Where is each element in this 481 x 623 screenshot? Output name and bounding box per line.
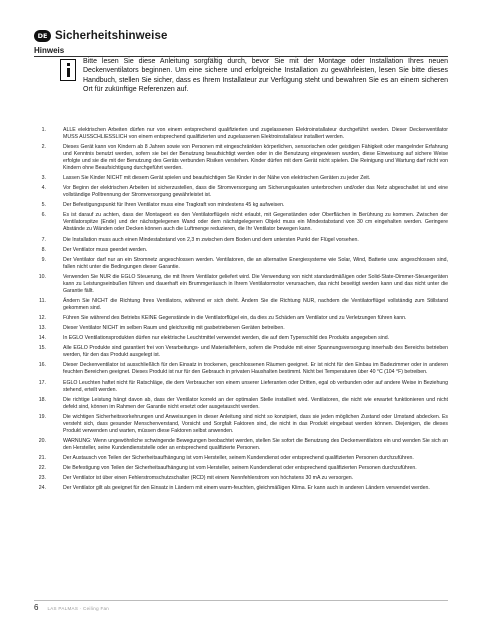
page-footer	[34, 603, 109, 612]
list-item: 14. In EGLO Ventilationsprodukten dürfen nur elektrische Leuchtmittel verwendet werden, die auf dem Typenschild des Produkts angegeben sind.	[38, 335, 390, 342]
list-item: 13. Dieser Ventilator NICHT im selben Raum und gleichzeitig mit gasbetriebenen Geräten betreiben.	[38, 325, 285, 332]
footer-divider	[34, 600, 448, 601]
list-item: 21. Der Austausch von Teilen der Sicherheitsaufhängung ist vom Hersteller, seinem Kundendienst oder entsprechend qualifizierten Personen durchzuführen.	[38, 454, 414, 461]
list-item: 24. Der Ventilator gilt als geeignet für den Einsatz in Ländern mit einem warm-feuchten, gleichmäßigen Klima. Er kann auch in anderen Ländern verwendet werden.	[38, 485, 430, 492]
list-item: 4. Vor Beginn der elektrischen Arbeiten ist sicherzustellen, dass die Stromversorgung am Sicherungskasten unterbrochen und/oder das Netz abgeschaltet ist und eine vollständige Polltrennung der Stromversorgung gewährleistet ist.	[41, 185, 448, 199]
list-item: 1. ALLE elektrischen Arbeiten dürfen nur von einem entsprechend qualifizierten und zugelassenen Elektroinstallateur durchgeführt werden. Dieser Deckenventilator MUSS AUSSCHLIESSLICH von einem entsprechend qualifizierten und zugelassenen Elektroinstallateur installiert werden.	[41, 127, 448, 140]
hint-intro-text: Bitte lesen Sie diese Anleitung sorgfältig durch, bevor Sie mit der Montage oder Installation Ihres neuen Deckenventilators beginnen. Um eine sichere und erfolgreiche Installation zu gewährleisten, lesen Sie bitte dieses Handbuch, stellen Sie sicher, dass es Ihrem Installateur zur Verfügung steht und bewahren Sie es an einem sicheren Ort für zukünftige Referenzen auf.	[83, 58, 448, 93]
safety-instructions-list	[34, 127, 448, 495]
list-item: 2. Dieses Gerät kann von Kindern ab 8 Jahren sowie von Personen mit eingeschränkten körperlichen, sensorischen oder geistigen Fähigkeit oder mangelnder Erfahrung und Kenntnis benutzt werden, sofern sie bei der Benutzung beaufsichtigt werden oder in die Benutzung eingewiesen wurden, diese Einweisung auf sichere Weise erfolgte und sie die mit der Benutzung des Geräts verbunden Risiken verstehen. Kinder dürfen mit dem Gerät nicht spielen. Die Reinigung und Wartung darf nicht von Kindern ohne Beaufsichtigung durchgeführt werden.	[41, 144, 448, 172]
section-header	[34, 30, 167, 42]
list-item: 18. Die richtige Leistung hängt davon ab, dass der Ventilator korrekt an der optimalen Stelle installiert wird. Ventilatoren, die nicht wie erwartet funktionieren und nicht defekt sind, können im Rahmen der Garantie nicht ersetzt oder ausgetauscht werden.	[38, 396, 448, 410]
language-badge: DE	[34, 30, 51, 42]
list-item: 3. Lassen Sie Kinder NICHT mit diesem Gerät spielen und beaufsichtigen Sie Kinder in der Nähe von elektrischen Geräten zu jeder Zeit.	[41, 175, 371, 182]
list-item: 8. Der Ventilator muss geerdet werden.	[41, 246, 148, 253]
list-item: 17. EGLO Leuchten haftet nicht für Ratschläge, die dem Verbraucher von einem unserer Lieferanten oder Dritten, egal ob verbunden oder auf andere Weise in Beziehung stehend, erteilt werden.	[38, 379, 448, 393]
list-item: 23. Der Ventilator ist über einen Fehlerstromschutzschalter (RCD) mit einem Nennfehlerstrom von höchstens 30 mA zu versorgen.	[38, 475, 354, 482]
list-item: 10. Verwenden Sie NUR die EGLO Steuerung, die mit Ihrem Ventilator geliefert wird. Die Verwendung von nicht standardmäßigen oder Solid-State-Dimmer-Steuergeräten kann zu Leistungseinbußen führen und dauerhaft ein Brummgeräusch in Ihrem Ventilatormotor verursachen, das nicht beseitigt werden kann und das nicht unter die Garantie fällt.	[38, 273, 448, 294]
list-item: 5. Der Befestigungspunkt für Ihren Ventilator muss eine Tragkraft von mindestens 45 kg aufweisen.	[41, 202, 285, 209]
page-number: 6	[34, 603, 39, 612]
footer-brand: LAS PALMAS · Ceiling Fan	[47, 606, 110, 611]
list-item: 16. Dieser Deckenventilator ist ausschließlich für den Einsatz in trockenen, geschlossenen Räumen geeignet. Er ist nicht für den Einbau im Badezimmer oder in anderen feuchten Bereichen geeignet. Dieses Produkt ist nur für den Gebrauch in privaten Haushalten bestimmt. Nicht bei Temperaturen über 40 °C (104 °F) betreiben.	[38, 362, 448, 376]
list-item: 15. Alle EGLO Produkte sind garantiert frei von Verarbeitungs- und Materialfehlern, sofern die Produkte mit einer Spannungsversorgung innerhalb des Bereichs betrieben werden, für den das Produkt ausgelegt ist.	[38, 345, 448, 359]
list-item: 11. Ändern Sie NICHT die Richtung Ihres Ventilators, während er sich dreht. Ändern Sie die Richtung NUR, nachdem die Ventilatorflügel vollständig zum Stillstand gekommen sind.	[39, 297, 448, 311]
list-item: 6. Es ist darauf zu achten, dass der Montageort es den Ventilatorflügeln nicht erlaubt, mit Gegenständen oder Oberflächen in Berührung zu kommen. Zwischen der Ventilatorspitze (Ende) und der nächstgelegenen Wand oder dem nächstgelegenen Objekt muss ein Mindestabstand von 30 cm eingehalten werden. Geringere Abstände zu Wänden oder Decken können auch die Luftmenge reduzieren, die Ihr Ventilator bewegen kann.	[41, 212, 448, 233]
list-item: 19. Die wichtigen Sicherheitsvorkehrungen und Anweisungen in dieser Anleitung sind nicht so konzipiert, dass sie jeden möglichen Zustand oder Umstand abdecken. Es versteht sich, dass gesunder Menschenverstand, Vorsicht und Sorgfalt Faktoren sind, die nicht in das Produkt eingebaut werden können. Diejenigen, die dieses Produkt verwenden und warten, müssen diese Faktoren selbst anwenden.	[38, 413, 448, 434]
list-item: 20. WARNUNG: Wenn ungewöhnliche schwingende Bewegungen beobachtet werden, stellen Sie sofort die Benutzung des Deckenventilators ein und wenden Sie sich an den Hersteller, seine Kundendienststelle oder an entsprechend qualifizierte Personen.	[38, 437, 448, 451]
hint-heading: Hinweis	[34, 46, 65, 55]
list-item: 22. Die Befestigung von Teilen der Sicherheitsaufhängung ist vom Hersteller, seinem Kundendienst oder entsprechend qualifizierten Personen durchzuführen.	[38, 464, 417, 471]
list-item: 7. Die Installation muss auch einen Mindestabstand von 2,3 m zwischen dem Boden und dem untersten Punkt der Flügel vorsehen.	[41, 236, 359, 243]
list-item: 9. Der Ventilator darf nur an ein Stromnetz angeschlossen werden. Ventilatoren, die an alternative Energiesysteme wie Solar, Wind, Batterie usw. angeschlossen sind, fallen nicht unter die Bedingungen dieser Garantie.	[41, 256, 448, 270]
list-item: 12. Führen Sie während des Betriebs KEINE Gegenstände in die Ventilatorflügel ein, da dies zu Schäden am Ventilator und zu Verletzungen führen kann.	[38, 315, 407, 322]
info-icon	[60, 59, 76, 81]
section-title: Sicherheitshinweise	[55, 30, 168, 42]
